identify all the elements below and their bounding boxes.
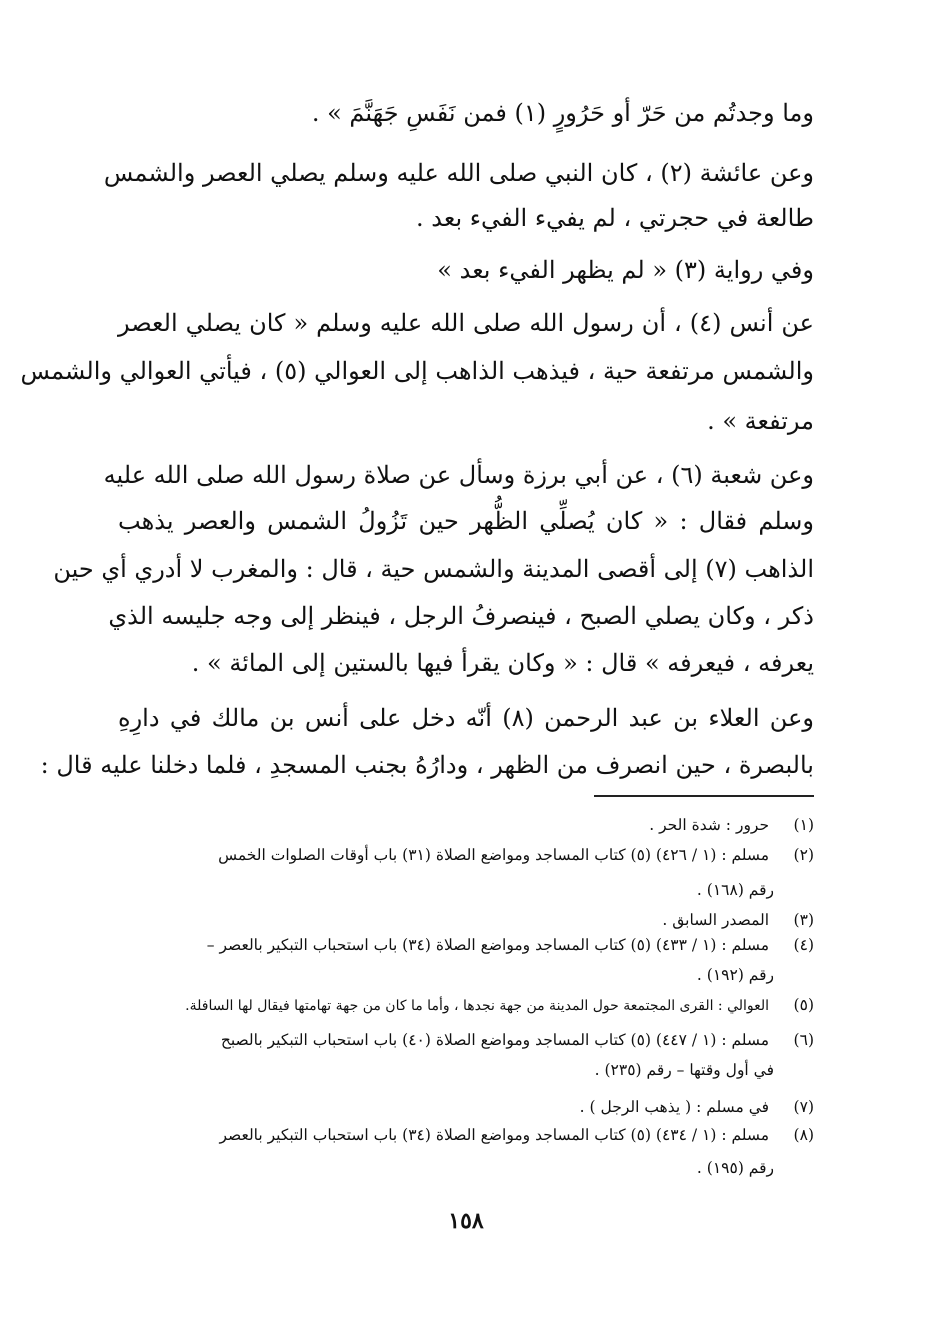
footnote-number: (٥) bbox=[793, 996, 814, 1014]
footnote-7 bbox=[118, 1097, 814, 1117]
footnote-text: مسلم : (١ / ٤٤٧) (٥) كتاب المساجد ومواضع الصلاة (٤٠) باب استحباب التبكير بالصبح bbox=[220, 1031, 770, 1049]
footnote-text: المصدر السابق . bbox=[662, 911, 770, 929]
footnote-text: مسلم : (١ / ٤٢٦) (٥) كتاب المساجد ومواضع الصلاة (٣١) باب أوقات الصلوات الخمس bbox=[218, 846, 770, 864]
footnote-number: (٦) bbox=[793, 1031, 814, 1049]
footnote-8-continuation: رقم (١٩٥) . bbox=[696, 1159, 774, 1177]
footnote-separator bbox=[594, 795, 814, 797]
body-line-6: والشمس مرتفعة حية ، فيذهب الذاهب إلى العوالي (٥) ، فيأتي العوالي والشمس bbox=[20, 357, 814, 385]
body-line-2: وعن عائشة (٢) ، كان النبي صلى الله عليه وسلم يصلي العصر والشمس bbox=[103, 159, 814, 187]
body-line-10: الذاهب (٧) إلى أقصى المدينة والشمس حية ، قال : والمغرب لا أدري أي حين bbox=[53, 555, 814, 583]
footnote-4-continuation: رقم (١٩٢) . bbox=[696, 966, 774, 984]
body-line-7: مرتفعة » . bbox=[707, 407, 814, 435]
body-line-1: وما وجدتُم من حَرّ أو حَرُورٍ (١) فمن نَفَسِ جَهَنَّمَ » . bbox=[311, 99, 814, 127]
footnote-text: العوالي : القرى المجتمعة حول المدينة من جهة نجدها ، وأما ما كان من جهة تهامتها فيقال لها السافلة. bbox=[185, 998, 770, 1014]
body-line-13: وعن العلاء بن عبد الرحمن (٨) أنّه دخل على أنس بن مالك في دارِهِ bbox=[118, 704, 814, 732]
footnote-number: (١) bbox=[793, 816, 814, 834]
footnote-6 bbox=[118, 1030, 814, 1050]
body-line-14: بالبصرة ، حين انصرف من الظهر ، ودارُهُ بجنب المسجدِ ، فلما دخلنا عليه قال : bbox=[40, 751, 814, 779]
body-line-5: عن أنس (٤) ، أن رسول الله صلى الله عليه وسلم « كان يصلي العصر bbox=[118, 309, 814, 337]
footnote-3 bbox=[118, 910, 814, 930]
footnote-number: (٧) bbox=[793, 1098, 814, 1116]
footnote-number: (٣) bbox=[793, 911, 814, 929]
footnote-number: (٢) bbox=[793, 846, 814, 864]
body-line-4: وفي رواية (٣) « لم يظهر الفيء بعد » bbox=[437, 256, 814, 284]
body-line-11: ذكر ، وكان يصلي الصبح ، فينصرفُ الرجل ، فينظر إلى وجه جليسه الذي bbox=[108, 602, 814, 630]
footnote-text: في مسلم : ( يذهب الرجل ) . bbox=[579, 1098, 770, 1116]
footnote-5 bbox=[118, 995, 814, 1016]
footnote-number: (٨) bbox=[793, 1126, 814, 1144]
footnote-text: مسلم : (١ / ٤٣٤) (٥) كتاب المساجد ومواضع الصلاة (٣٤) باب استحباب التبكير بالعصر bbox=[219, 1126, 770, 1144]
footnote-text: مسلم : (١ / ٤٣٣) (٥) كتاب المساجد ومواضع الصلاة (٣٤) باب استحباب التبكير بالعصر – bbox=[206, 936, 770, 954]
body-line-8: وعن شعبة (٦) ، عن أبي برزة وسأل عن صلاة رسول الله صلى الله عليه bbox=[103, 461, 814, 489]
footnote-number: (٤) bbox=[793, 936, 814, 954]
body-line-9: وسلم فقال : « كان يُصلِّي الظُّهر حين تَزُولُ الشمس والعصر يذهب bbox=[118, 507, 814, 535]
footnote-4 bbox=[118, 935, 814, 955]
footnote-2-continuation: رقم (١٦٨) . bbox=[696, 881, 774, 899]
footnote-1 bbox=[118, 815, 814, 835]
footnote-8 bbox=[118, 1125, 814, 1145]
body-line-12: يعرفه ، فيعرفه » قال : « وكان يقرأ فيها بالستين إلى المائة » . bbox=[191, 649, 814, 677]
footnote-6-continuation: في أول وقتها – رقم (٢٣٥) . bbox=[594, 1061, 774, 1079]
footnote-text: حرور : شدة الحر . bbox=[649, 816, 770, 834]
footnote-2 bbox=[118, 845, 814, 865]
body-line-3: طالعة في حجرتي ، لم يفيء الفيء بعد . bbox=[416, 204, 814, 232]
page-number: ١٥٨ bbox=[448, 1208, 484, 1234]
